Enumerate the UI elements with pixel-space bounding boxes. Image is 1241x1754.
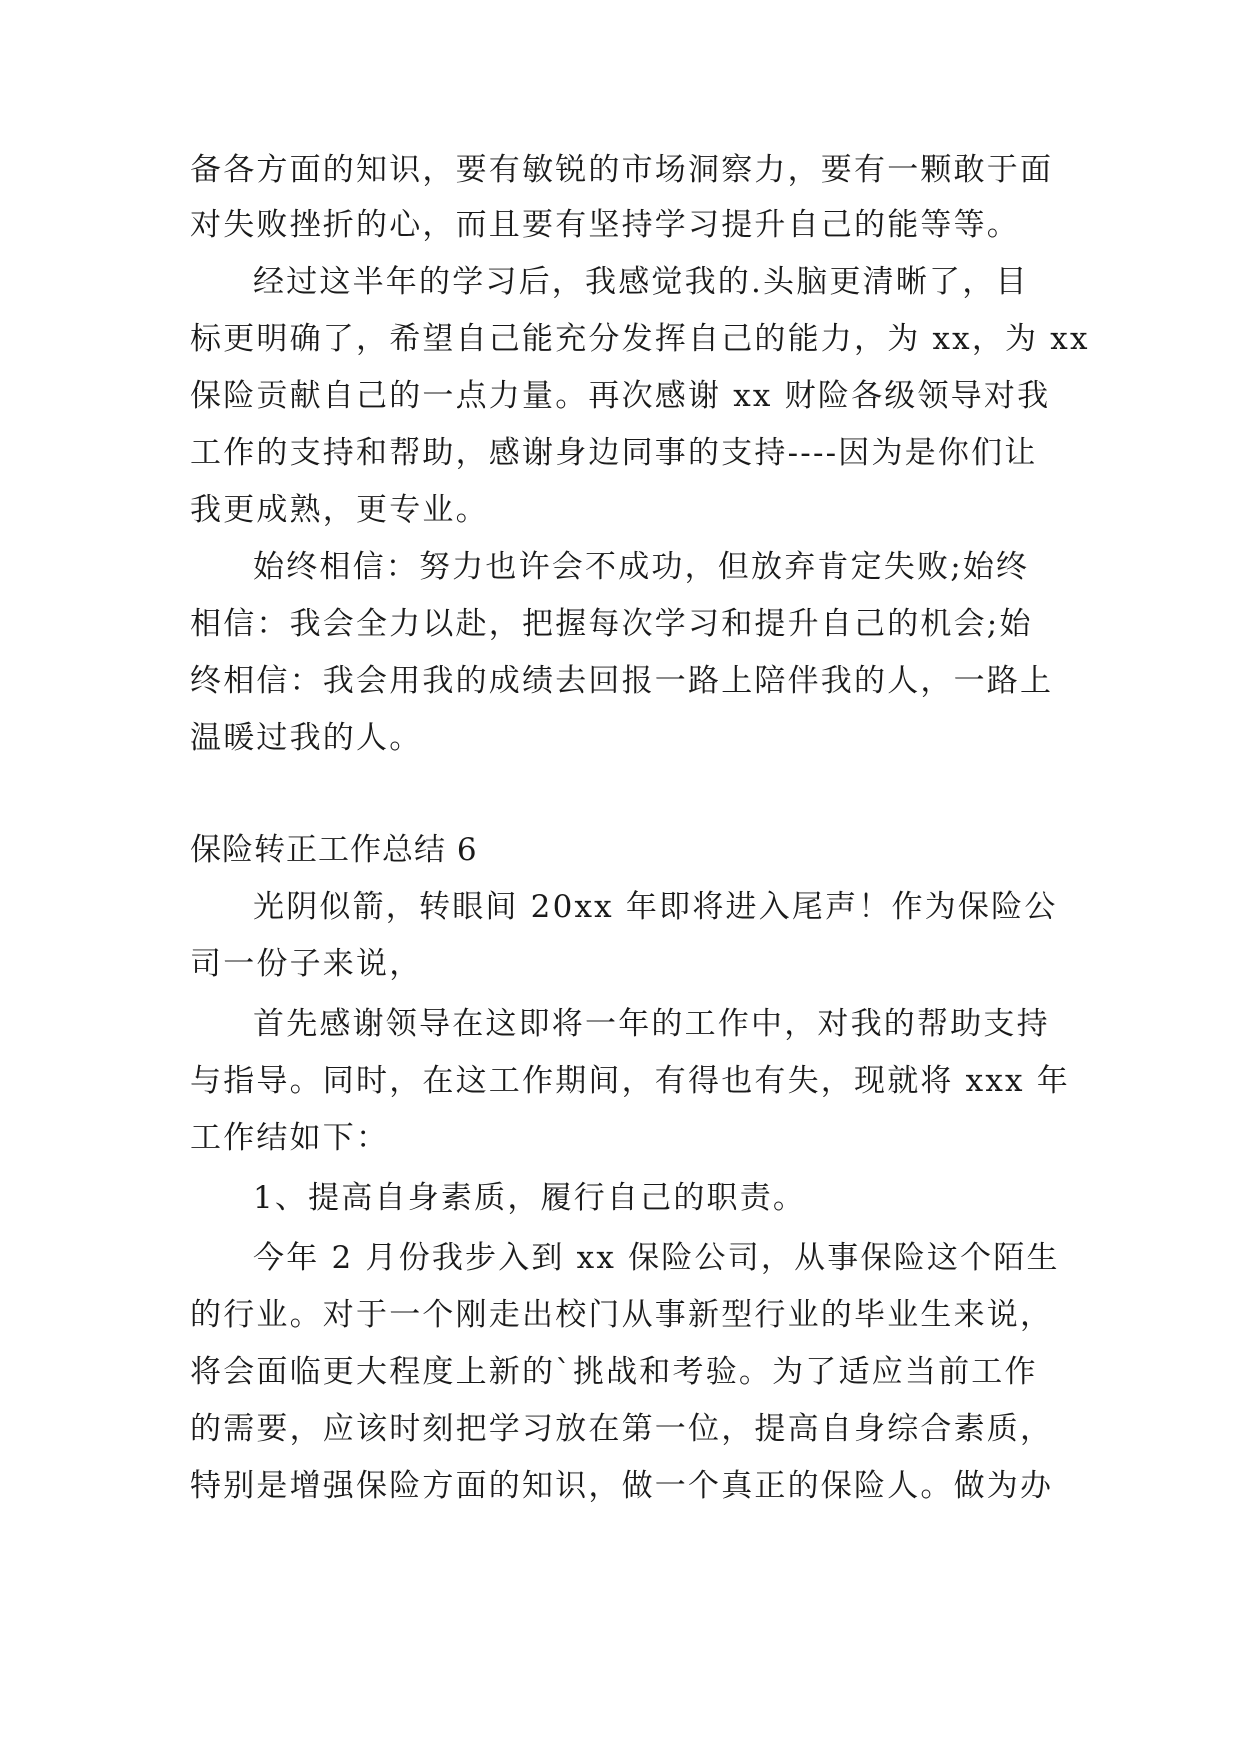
paragraph-line: 温暖过我的人。 <box>190 720 423 756</box>
paragraph-line: 光阴似箭，转眼间 20xx 年即将进入尾声！作为保险公 <box>253 889 1058 925</box>
paragraph-line: 我更成熟，更专业。 <box>190 492 489 528</box>
paragraph-line: 1、提高自身素质，履行自己的职责。 <box>253 1180 807 1216</box>
paragraph-line: 相信：我会全力以赴，把握每次学习和提升自己的机会;始 <box>190 606 1033 642</box>
paragraph-line: 工作的支持和帮助，感谢身边同事的支持----因为是你们让 <box>190 435 1038 471</box>
paragraph-line: 始终相信：努力也许会不成功，但放弃肯定失败;始终 <box>253 549 1030 585</box>
paragraph-line: 今年 2 月份我步入到 xx 保险公司，从事保险这个陌生 <box>253 1240 1060 1276</box>
paragraph-line: 特别是增强保险方面的知识，做一个真正的保险人。做为办 <box>190 1468 1054 1504</box>
paragraph-line: 的需要，应该时刻把学习放在第一位，提高自身综合素质， <box>190 1411 1054 1447</box>
paragraph-line: 经过这半年的学习后，我感觉我的.头脑更清晰了，目 <box>253 264 1029 300</box>
paragraph-line: 与指导。同时，在这工作期间，有得也有失，现就将 xxx 年 <box>190 1063 1070 1099</box>
paragraph-line: 的行业。对于一个刚走出校门从事新型行业的毕业生来说， <box>190 1297 1054 1333</box>
paragraph-line: 首先感谢领导在这即将一年的工作中，对我的帮助支持 <box>253 1006 1050 1042</box>
paragraph-line: 工作结如下： <box>190 1120 390 1156</box>
paragraph-line: 保险贡献自己的一点力量。再次感谢 xx 财险各级领导对我 <box>190 378 1051 414</box>
paragraph-line: 司一份子来说， <box>190 946 423 982</box>
paragraph-line: 标更明确了，希望自己能充分发挥自己的能力，为 xx，为 xx <box>190 321 1090 357</box>
paragraph-line: 将会面临更大程度上新的`挑战和考验。为了适应当前工作 <box>190 1354 1038 1390</box>
section-heading: 保险转正工作总结 6 <box>190 832 478 868</box>
paragraph-line: 终相信：我会用我的成绩去回报一路上陪伴我的人，一路上 <box>190 663 1054 699</box>
paragraph-line: 备各方面的知识，要有敏锐的市场洞察力，要有一颗敢于面 <box>190 152 1054 188</box>
paragraph-line: 对失败挫折的心，而且要有坚持学习提升自己的能等等。 <box>190 207 1020 243</box>
